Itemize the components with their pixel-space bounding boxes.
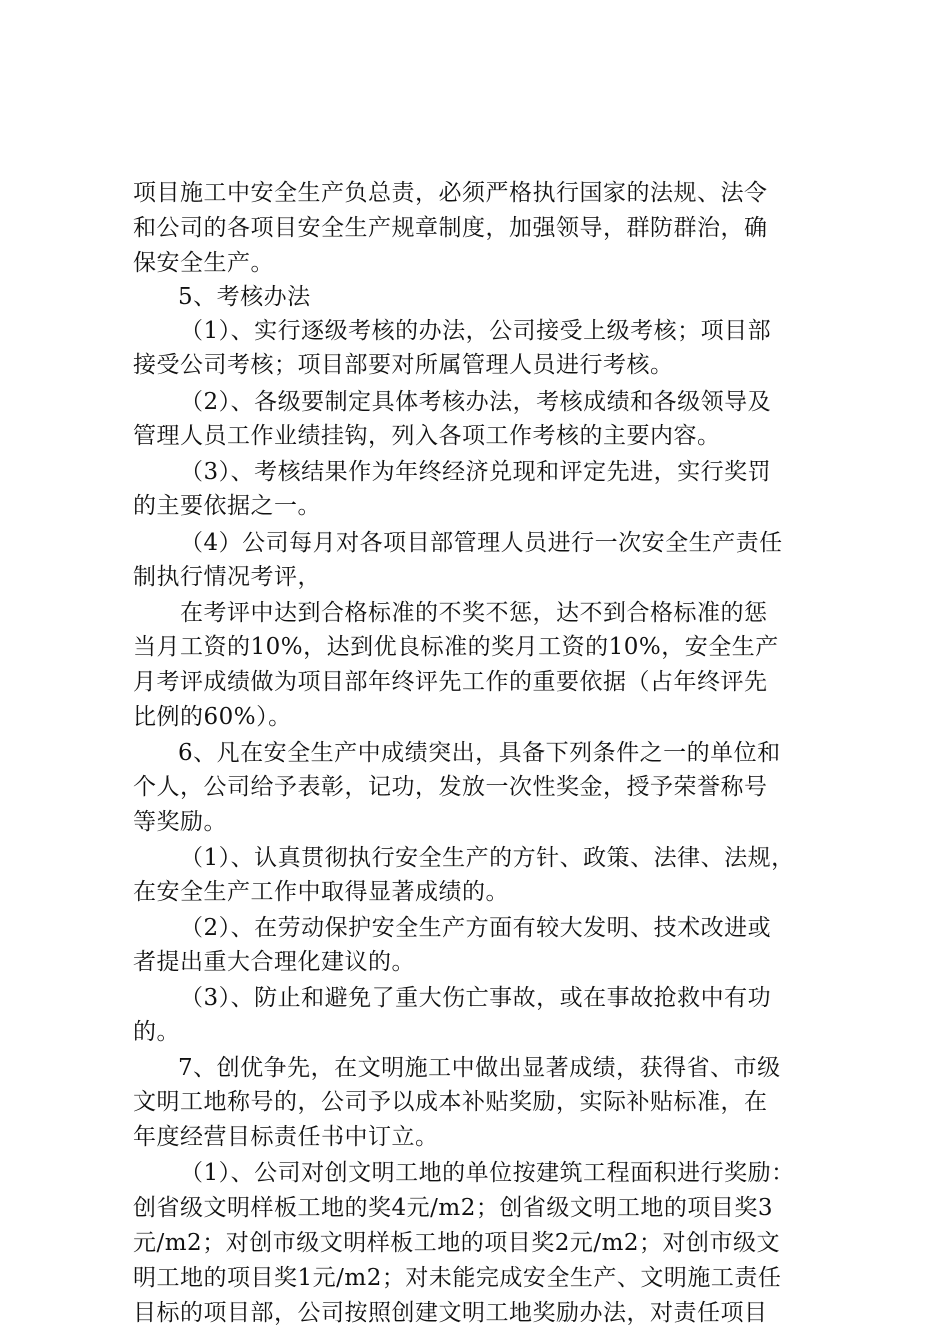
text-line: 的主要依据之一。 — [133, 493, 321, 519]
text-line: 月考评成绩做为项目部年终评先工作的重要依据（占年终评先 — [133, 669, 768, 695]
text-line: 等奖励。 — [133, 809, 227, 835]
text-line: 明工地的项目奖1元/m2；对未能完成安全生产、文明施工责任 — [133, 1265, 782, 1291]
text-line: （4）公司每月对各项目部管理人员进行一次安全生产责任 — [180, 530, 783, 556]
text-line: 的。 — [133, 1019, 180, 1045]
text-line: （1）、实行逐级考核的办法，公司接受上级考核；项目部 — [180, 318, 772, 344]
text-line: 目标的项目部，公司按照创建文明工地奖励办法，对责任项目 — [133, 1300, 768, 1326]
text-line: 保安全生产。 — [133, 250, 274, 276]
section-heading: 7、创优争先，在文明施工中做出显著成绩，获得省、市级 — [178, 1055, 781, 1081]
text-line: 个人，公司给予表彰，记功，发放一次性奖金，授予荣誉称号 — [133, 774, 768, 800]
text-line: 在考评中达到合格标准的不奖不惩，达不到合格标准的惩 — [180, 600, 768, 626]
text-line: （3）、防止和避免了重大伤亡事故，或在事故抢救中有功 — [180, 985, 772, 1011]
text-line: 创省级文明样板工地的奖4元/m2；创省级文明工地的项目奖3 — [133, 1195, 773, 1221]
text-line: 比例的60%）。 — [133, 704, 292, 730]
text-line: （3）、考核结果作为年终经济兑现和评定先进，实行奖罚 — [180, 459, 772, 485]
text-line: 项目施工中安全生产负总责，必须严格执行国家的法规、法令 — [133, 180, 768, 206]
text-line: 年度经营目标责任书中订立。 — [133, 1124, 439, 1150]
text-line: 文明工地称号的，公司予以成本补贴奖励，实际补贴标准，在 — [133, 1089, 768, 1115]
text-line: 制执行情况考评， — [133, 564, 321, 590]
text-line: 和公司的各项目安全生产规章制度，加强领导，群防群治，确 — [133, 215, 768, 241]
section-heading: 6、凡在安全生产中成绩突出，具备下列条件之一的单位和 — [178, 740, 781, 766]
text-line: 接受公司考核；项目部要对所属管理人员进行考核。 — [133, 352, 674, 378]
text-line: （1）、认真贯彻执行安全生产的方针、政策、法律、法规， — [180, 845, 795, 871]
text-line: 当月工资的10%，达到优良标准的奖月工资的10%，安全生产 — [133, 634, 779, 660]
text-line: （2）、各级要制定具体考核办法，考核成绩和各级领导及 — [180, 389, 772, 415]
section-heading: 5、考核办法 — [178, 284, 311, 310]
text-line: （1）、公司对创文明工地的单位按建筑工程面积进行奖励： — [180, 1160, 795, 1186]
text-line: 者提出重大合理化建议的。 — [133, 949, 415, 975]
text-line: （2）、在劳动保护安全生产方面有较大发明、技术改进或 — [180, 915, 772, 941]
text-line: 元/m2；对创市级文明样板工地的项目奖2元/m2；对创市级文 — [133, 1230, 781, 1256]
text-line: 在安全生产工作中取得显著成绩的。 — [133, 879, 509, 905]
text-line: 管理人员工作业绩挂钩，列入各项工作考核的主要内容。 — [133, 423, 721, 449]
